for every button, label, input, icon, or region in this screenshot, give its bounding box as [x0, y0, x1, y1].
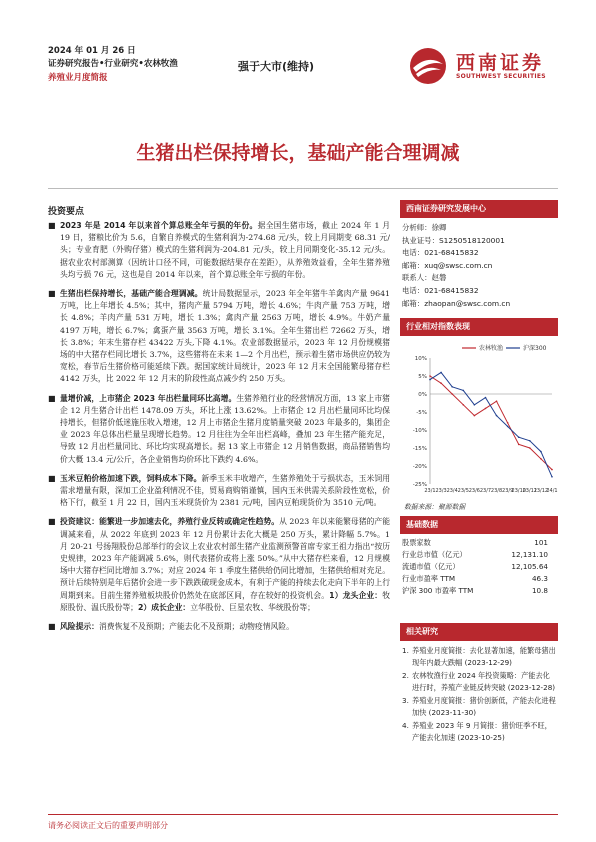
- related-research-item[interactable]: [402, 720, 556, 743]
- series-line-1: [430, 373, 552, 477]
- data-point: [496, 401, 498, 403]
- data-point: [462, 390, 464, 392]
- related-research-list: [400, 641, 558, 743]
- y-tick-label: -10%: [412, 428, 427, 435]
- x-tick-label: 23/6: [468, 488, 480, 495]
- related-title: 养殖业 2023 年 9 月简报：猪价旺季不旺，产能去化加速 (2023-10-25): [412, 721, 552, 742]
- bullet-icon: ■: [48, 517, 56, 527]
- analyst-label: 分析师：: [402, 223, 432, 232]
- bullet-icon: ■: [48, 393, 56, 403]
- related-research-item[interactable]: [402, 670, 556, 693]
- related-number: 3.: [402, 696, 409, 706]
- report-title: 生猪出栏保持增长，基础产能合理调减: [136, 142, 460, 164]
- y-tick-label: 0%: [418, 392, 427, 399]
- y-tick-label: 5%: [418, 374, 427, 381]
- key-point-heading: 量增价减，上市猪企 2023 年出栏量同环比高增。: [60, 393, 237, 403]
- key-point-heading: 投资建议：能繁进一步加速去化，养殖行业反转或确定性趋势。: [60, 517, 280, 527]
- stock-group-label: 2）成长企业：: [137, 602, 191, 612]
- bullet-icon: ■: [48, 289, 56, 299]
- table-row: [400, 573, 558, 585]
- x-tick-label: 23/1: [424, 488, 436, 495]
- key-point-text: 从 2023 年以来能繁母猪的产能调减来看，从 2022 年底到 2023 年 12 月份累计去化大概是 250 万头，累计降幅 5.7%。1 月 20-21 号扬翔股份总部举行的会议上农业农村部生猪产业监测预警首席专家王祖力指出“按历史规律，2023 年产能调减 5.6%，则代表猪价或将上涨 50%。”从中大猪存栏来看，12 月规模场中大猪存栏同比增加 3.7%；对应 2024 年 1 季度生猪供给仍同比增加，生猪供给相对充足。预计后续特别是年后猪价会进一步下跌跌破现金成本，有利于产能的持续去化走向下半年的上行周期到来。目前生猪养殖板块股价仍然处在底部区间，存在较好的投资机会。: [60, 517, 390, 600]
- data-label: 流通市值（亿元）: [402, 562, 460, 572]
- analyst-row: [402, 298, 556, 311]
- analyst-value: 赵磐: [431, 273, 447, 283]
- key-point-heading: 生猪出栏保持增长，基础产能合理调减。: [60, 289, 203, 299]
- data-point: [551, 469, 553, 471]
- analyst-value: 徐卿: [431, 223, 447, 232]
- disclaimer-note: 请务必阅读正文后的重要声明部分: [48, 821, 168, 830]
- data-label: 股票家数: [402, 538, 431, 548]
- data-point: [474, 404, 476, 406]
- x-tick-label: 23/8: [490, 488, 503, 495]
- analyst-label: 电话：: [402, 248, 425, 258]
- key-point-text: 据全国生猪市场，截止 2024 年 1 月 19 日，猪粮比价为 5.6，自繁自养模式的生猪利润为-274.68 元/头，较上月同期变 68.31 元/头；专业育肥（外购仔猪）模式的生猪利润为-204.81 元/头，较上月同期变化-35.12 元/头。据农业农村部测算（因统计口径不同，可能数据结果存在差距），从养殖效益看，全年生猪养殖头均亏损 76 元，这也是自 2014 年以来，首个算总账全年亏损的年份。: [60, 221, 390, 279]
- data-point: [440, 383, 442, 385]
- logo-text-cn: 西南证券: [456, 52, 545, 74]
- key-point-text: 生猪养殖行业的经营情况方面，13 家上市猪企 12 月生猪合计出栏 1478.09 万头，环比上涨 13.62%。上市猪企 12 月出栏量同环比均保持增长，但猪价低迷施压收入增速，12 月上市猪企生猪月度销量突破 2023 年最多的，集团企业 2023 年总体出栏量呈现增长趋势。12 月往往为全年出栏高峰，叠加 23 年生猪产能充足，导致 12 月出栏量同比、环比均实现高增长。据 13 家上市猪企 12 月销售数据，商品猪销售均价大概 13.4 元/公斤，各企业销售均价环比下跌约 4.6%。: [60, 393, 390, 464]
- data-point: [451, 393, 453, 395]
- data-label: 行业总市值（亿元）: [402, 550, 467, 560]
- analyst-label: 邮箱：: [402, 298, 425, 308]
- report-date: 2024 年 01 月 26 日: [48, 46, 136, 56]
- table-row: [400, 585, 558, 597]
- data-label: 沪深 300 市盈率 TTM: [402, 586, 474, 596]
- footer-divider: [48, 814, 558, 815]
- x-tick-label: 24/1: [546, 488, 558, 495]
- data-point: [485, 408, 487, 410]
- key-point-heading: 风险提示：: [60, 622, 99, 632]
- analyst-value: 021-68415832: [424, 285, 479, 295]
- legend-label: 沪深300: [523, 345, 547, 353]
- data-point: [507, 426, 509, 428]
- bullet-icon: ■: [48, 221, 56, 230]
- analyst-label: 执业证号：: [402, 235, 439, 245]
- x-tick-label: 23/4: [446, 488, 458, 495]
- y-tick-label: 10%: [414, 356, 427, 363]
- analyst-row: [402, 272, 556, 285]
- analyst-label: 电话：: [402, 285, 425, 295]
- bullet-icon: ■: [48, 473, 56, 483]
- report-type: 证券研究报告•行业研究•农林牧渔: [48, 59, 178, 69]
- analyst-row: [402, 285, 556, 298]
- data-value: 101: [534, 538, 548, 548]
- key-point-text: 新季玉米丰收增产，生猪养殖处于亏损状态，玉米饲用需求增量有限，深加工企业盈利情况不佳，贸易商购销谨慎，国内玉米供需关系阶段性宽松，价格下行，截至 1 月 22 日，国内玉米现货价为 2381 元/吨，国内豆粕现货价为 3510 元/吨。: [60, 473, 390, 508]
- data-value: 12,131.10: [511, 550, 548, 560]
- legend-label: 农林牧渔: [479, 345, 504, 353]
- data-point: [529, 447, 531, 449]
- data-point: [474, 415, 476, 417]
- table-row: [400, 561, 558, 573]
- analyst-label: 邮箱：: [402, 260, 425, 270]
- related-number: 1.: [402, 646, 409, 656]
- related-title: 农林牧渔行业 2024 年投资策略：产能去化进行时，养殖产业链反转突破 (2023-12-28): [412, 671, 556, 692]
- related-section-title: 相关研究: [400, 623, 558, 641]
- analyst-row: [402, 260, 556, 273]
- section-title-investment-points: 投资要点: [48, 207, 85, 217]
- sidebar: [400, 200, 558, 745]
- basic-data-table: [400, 537, 558, 597]
- data-point: [440, 372, 442, 374]
- y-tick-label: -20%: [412, 464, 427, 471]
- table-row: [400, 537, 558, 549]
- key-point-paragraph: [48, 621, 390, 633]
- data-section-title: 基础数据: [400, 516, 558, 534]
- key-point-text: 统计局数据显示，2023 年全年猪牛羊禽肉产量 9641 万吨，比上年增长 4.5%；其中，猪肉产量 5794 万吨，增长 4.6%；牛肉产量 753 万吨，增长 4.8%；羊肉产量 531 万吨，增长 1.3%；禽肉产量 2563 万吨，增长 4.9%。牛奶产量 4197 万吨，增长 6.7%；禽蛋产量 3563 万吨，增长 3.1%。全年生猪出栏 72662 万头，增长 3.8%；年末生猪存栏 43422 万头,下降 4.1%。农业部数据显示，2023 年 12 月份规模猪场的中大猪存栏同比增长 3.7%，这些猪将在未来 1—2 个月出栏，预示着生猪市场供应仍较为宽松，春节后生猪价格可能延续下跌。据国家统计局统计，2023 年 12 月末全国能繁母猪存栏 4142 万头，比 2022 年 12 月末的阶段性高点减少约 250 万头。: [60, 289, 391, 384]
- y-tick-label: -25%: [412, 482, 427, 489]
- related-research-item[interactable]: [402, 645, 556, 668]
- data-value: 46.3: [531, 574, 548, 584]
- analyst-row: [402, 222, 556, 235]
- data-point: [462, 404, 464, 406]
- analyst-row: [402, 247, 556, 260]
- key-point-paragraph: [48, 516, 390, 614]
- report-subtitle: 养殖业月度简报: [48, 73, 108, 83]
- key-point-text: 消费恢复不及预期；产能去化不及预期；动物疫情风险。: [98, 622, 294, 632]
- main-body: [48, 220, 390, 640]
- logo-emblem-icon: [408, 46, 448, 86]
- x-tick-label: 23/11: [522, 488, 538, 495]
- data-point: [507, 422, 509, 424]
- related-title: 养殖业月度简报：猪价创新低，产能去化进程加快 (2023-11-30): [412, 696, 556, 717]
- data-value: 12,105.64: [511, 562, 548, 572]
- logo-text-en: SOUTHWEST SECURITIES: [456, 73, 546, 80]
- data-point: [540, 451, 542, 453]
- key-point-paragraph: [48, 220, 390, 281]
- data-point: [429, 379, 431, 381]
- related-number: 4.: [402, 721, 409, 731]
- analyst-value: xuq@swsc.com.cn: [424, 260, 493, 270]
- divider: [48, 188, 558, 189]
- analyst-value: S1250518120001: [438, 235, 505, 245]
- related-title: 养殖业月度简报：去化显著加速，能繁母猪出现年内最大跌幅 (2023-12-29): [412, 646, 556, 667]
- chart-svg: [400, 336, 558, 501]
- table-row: [400, 549, 558, 561]
- data-value: 10.8: [531, 586, 548, 596]
- chart-section-title: 行业相对指数表现: [400, 318, 558, 336]
- y-tick-label: -15%: [412, 446, 427, 453]
- relative-index-chart: [400, 336, 558, 501]
- y-tick-label: -5%: [416, 410, 427, 417]
- data-point: [540, 458, 542, 460]
- key-point-paragraph: [48, 473, 390, 510]
- team-title: 西南证券研究发展中心: [400, 200, 558, 218]
- related-research-item[interactable]: [402, 695, 556, 718]
- key-point-heading: 玉米豆粕价格加速下跌，饲料成本下降。: [60, 473, 202, 483]
- data-point: [451, 386, 453, 388]
- data-point: [529, 440, 531, 442]
- x-tick-label: 23/3: [435, 488, 447, 495]
- company-logo: [408, 46, 558, 86]
- x-tick-label: 23/5: [457, 488, 469, 495]
- stock-group-label: 1）龙头企业：: [329, 590, 383, 600]
- related-number: 2.: [402, 671, 409, 681]
- x-tick-label: 23/9: [502, 488, 514, 495]
- analyst-label: 联系人：: [402, 273, 432, 283]
- analyst-row: [402, 235, 556, 248]
- stock-group-list: 牧原股份、温氏股份等；: [60, 590, 390, 612]
- stock-group-list: 立华股份、巨星农牧、华统股份等；: [190, 602, 315, 612]
- key-point-heading: 2023 年是 2014 年以来首个算总账全年亏损的年份。: [60, 221, 258, 230]
- bullet-icon: ■: [48, 622, 56, 632]
- chart-source: 数据来源：聚源数据: [404, 503, 466, 512]
- analyst-value: zhaopan@swsc.com.cn: [424, 298, 511, 308]
- data-point: [485, 397, 487, 399]
- data-point: [551, 476, 553, 478]
- analyst-info: [400, 218, 558, 310]
- series-line-0: [430, 376, 552, 470]
- industry-rating: 强于大市(维持): [238, 60, 315, 73]
- x-tick-label: 23/10: [511, 488, 526, 495]
- key-point-paragraph: [48, 393, 390, 466]
- key-point-paragraph: [48, 288, 390, 386]
- x-tick-label: 23/12: [533, 488, 549, 495]
- data-point: [429, 375, 431, 377]
- data-point: [496, 415, 498, 417]
- data-label: 行业市盈率 TTM: [402, 574, 456, 584]
- data-point: [518, 437, 520, 439]
- data-point: [518, 444, 520, 446]
- analyst-value: 021-68415832: [424, 248, 479, 258]
- x-tick-label: 23/7: [479, 488, 492, 495]
